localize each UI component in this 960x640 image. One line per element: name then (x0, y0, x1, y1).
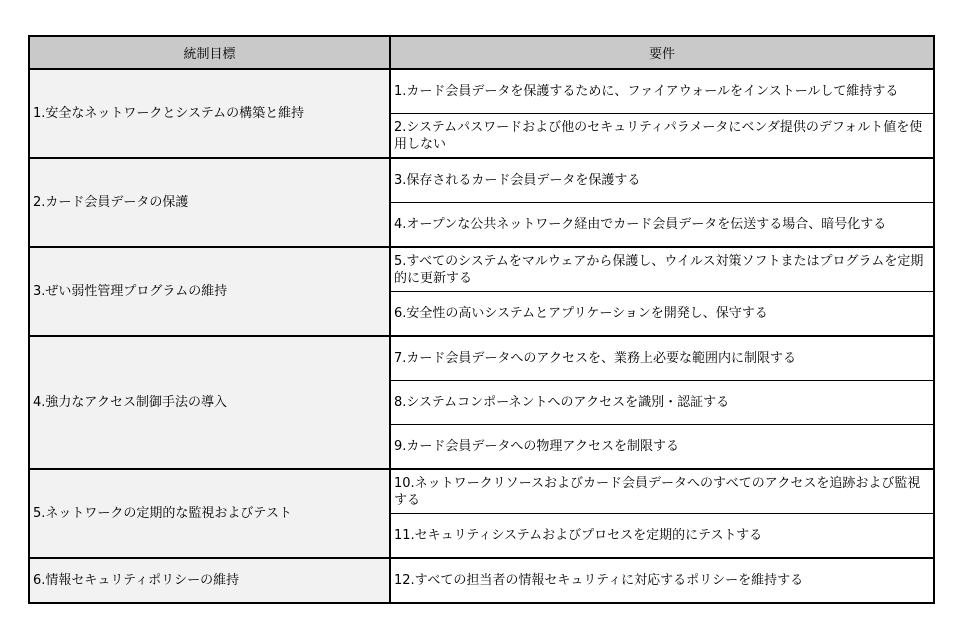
objective-cell: 3.ぜい弱性管理プログラムの維持 (29, 247, 390, 336)
objective-cell: 6.情報セキュリティポリシーの維持 (29, 558, 390, 603)
requirement-cell: 1.カード会員データを保護するために、ファイアウォールをインストールして維持する (390, 69, 934, 114)
requirements-table (28, 35, 935, 604)
requirement-cell: 5.すべてのシステムをマルウェアから保護し、ウイルス対策ソフトまたはプログラムを定期的に更新する (390, 247, 934, 292)
requirement-cell: 12.すべての担当者の情報セキュリティに対応するポリシーを維持する (390, 558, 934, 603)
requirement-cell: 11.セキュリティシステムおよびプロセスを定期的にテストする (390, 514, 934, 559)
objective-cell: 5.ネットワークの定期的な監視およびテスト (29, 469, 390, 558)
objective-cell: 2.カード会員データの保護 (29, 158, 390, 247)
requirement-cell: 9.カード会員データへの物理アクセスを制限する (390, 425, 934, 470)
header-requirement: 要件 (390, 36, 934, 69)
table-row (29, 469, 934, 514)
requirement-cell: 4.オープンな公共ネットワーク経由でカード会員データを伝送する場合、暗号化する (390, 203, 934, 248)
requirement-cell: 3.保存されるカード会員データを保護する (390, 158, 934, 203)
header-row (29, 36, 934, 69)
requirement-cell: 8.システムコンポーネントへのアクセスを識別・認証する (390, 381, 934, 425)
table-row (29, 158, 934, 203)
table-row (29, 558, 934, 603)
table-row (29, 69, 934, 114)
objective-cell: 4.強力なアクセス制御手法の導入 (29, 336, 390, 469)
header-objective: 統制目標 (29, 36, 390, 69)
requirement-cell: 10.ネットワークリソースおよびカード会員データへのすべてのアクセスを追跡および監視する (390, 469, 934, 514)
requirement-cell: 7.カード会員データへのアクセスを、業務上必要な範囲内に制限する (390, 336, 934, 381)
table-row (29, 336, 934, 381)
table-row (29, 247, 934, 292)
objective-cell: 1.安全なネットワークとシステムの構築と維持 (29, 69, 390, 158)
requirement-cell: 2.システムパスワードおよび他のセキュリティパラメータにベンダ提供のデフォルト値を使用しない (390, 114, 934, 159)
requirement-cell: 6.安全性の高いシステムとアプリケーションを開発し、保守する (390, 292, 934, 337)
